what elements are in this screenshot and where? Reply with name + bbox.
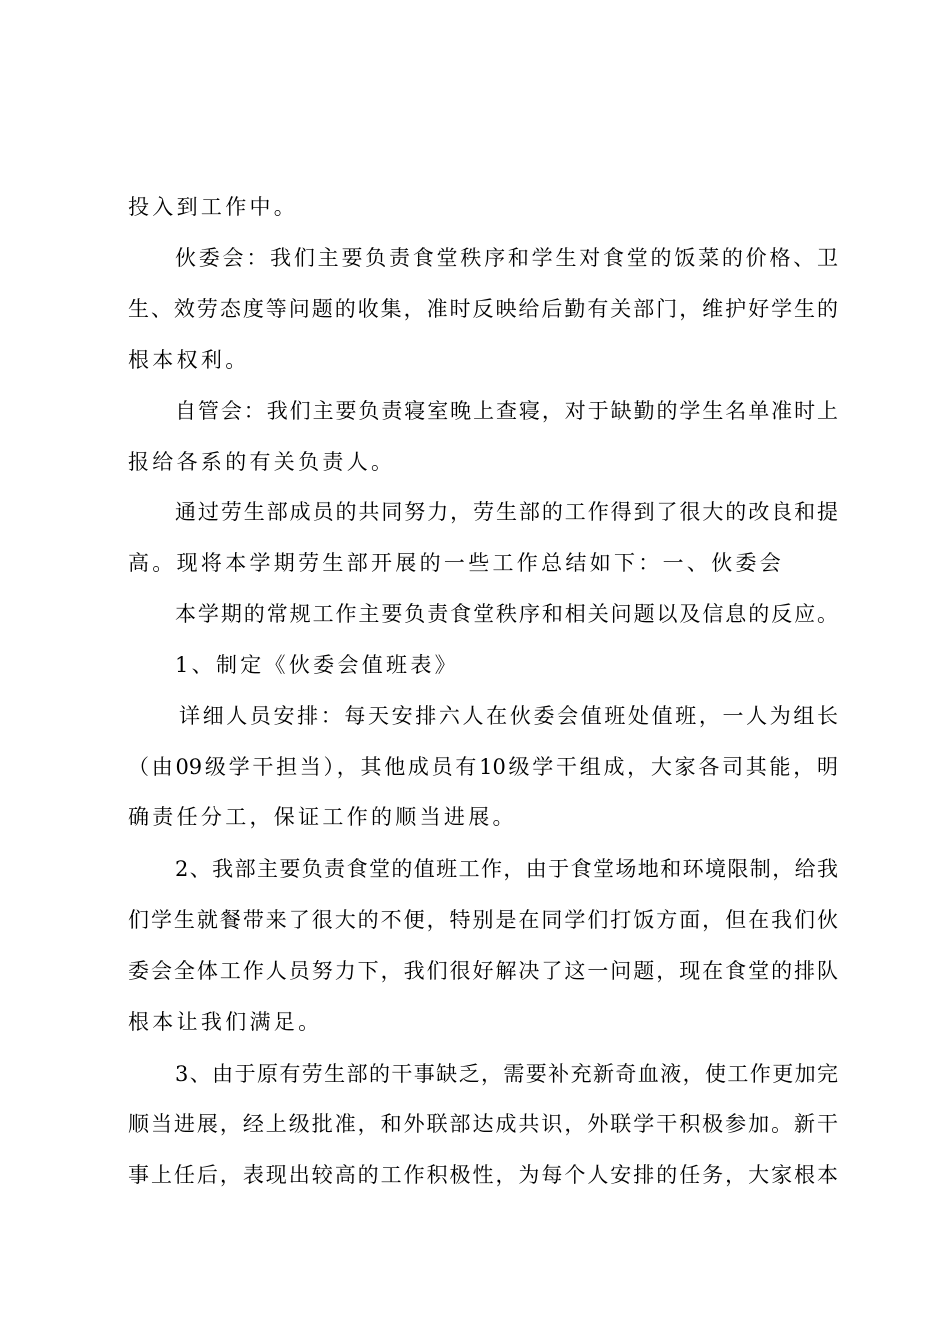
text-line-13: 确责任分工，保证工作的顺当进展。: [128, 805, 517, 829]
text-line-2: 伙委会：我们主要负责食堂秩序和学生对食堂的饭菜的价格、卫: [175, 246, 838, 270]
text-line-16: 委会全体工作人员努力下，我们很好解决了这一问题，现在食堂的排队: [128, 959, 838, 983]
text-line-10: 1、制定《伙委会值班表》: [175, 653, 459, 677]
text-line-9: 本学期的常规工作主要负责食堂秩序和相关问题以及信息的反应。: [175, 602, 838, 626]
text-line-12: （由09级学干担当），其他成员有10级学干组成，大家各司其能，明: [128, 755, 838, 779]
text-line-1: 投入到工作中。: [128, 195, 299, 219]
text-line-8: 高。现将本学期劳生部开展的一些工作总结如下：一、伙委会: [128, 551, 785, 575]
text-line-14: 2、我部主要负责食堂的值班工作，由于食堂场地和环境限制，给我: [175, 857, 838, 881]
text-line-7: 通过劳生部成员的共同努力，劳生部的工作得到了很大的改良和提: [175, 500, 838, 524]
text-line-19: 顺当进展，经上级批准，和外联部达成共识，外联学干积极参加。新干: [128, 1112, 838, 1136]
text-line-11: 详细人员安排：每天安排六人在伙委会值班处值班，一人为组长: [179, 704, 838, 728]
text-line-18: 3、由于原有劳生部的干事缺乏，需要补充新奇血液，使工作更加完: [175, 1062, 838, 1086]
text-line-20: 事上任后，表现出较高的工作积极性，为每个人安排的任务，大家根本: [128, 1163, 838, 1187]
text-line-6: 报给各系的有关负责人。: [128, 450, 396, 474]
text-line-17: 根本让我们满足。: [128, 1010, 323, 1034]
text-line-4: 根本权利。: [128, 348, 250, 372]
text-line-5: 自管会：我们主要负责寝室晚上查寝，对于缺勤的学生名单准时上: [175, 399, 838, 423]
text-line-3: 生、效劳态度等问题的收集，准时反映给后勤有关部门，维护好学生的: [128, 297, 838, 321]
text-line-15: 们学生就餐带来了很大的不便，特别是在同学们打饭方面，但在我们伙: [128, 908, 838, 932]
